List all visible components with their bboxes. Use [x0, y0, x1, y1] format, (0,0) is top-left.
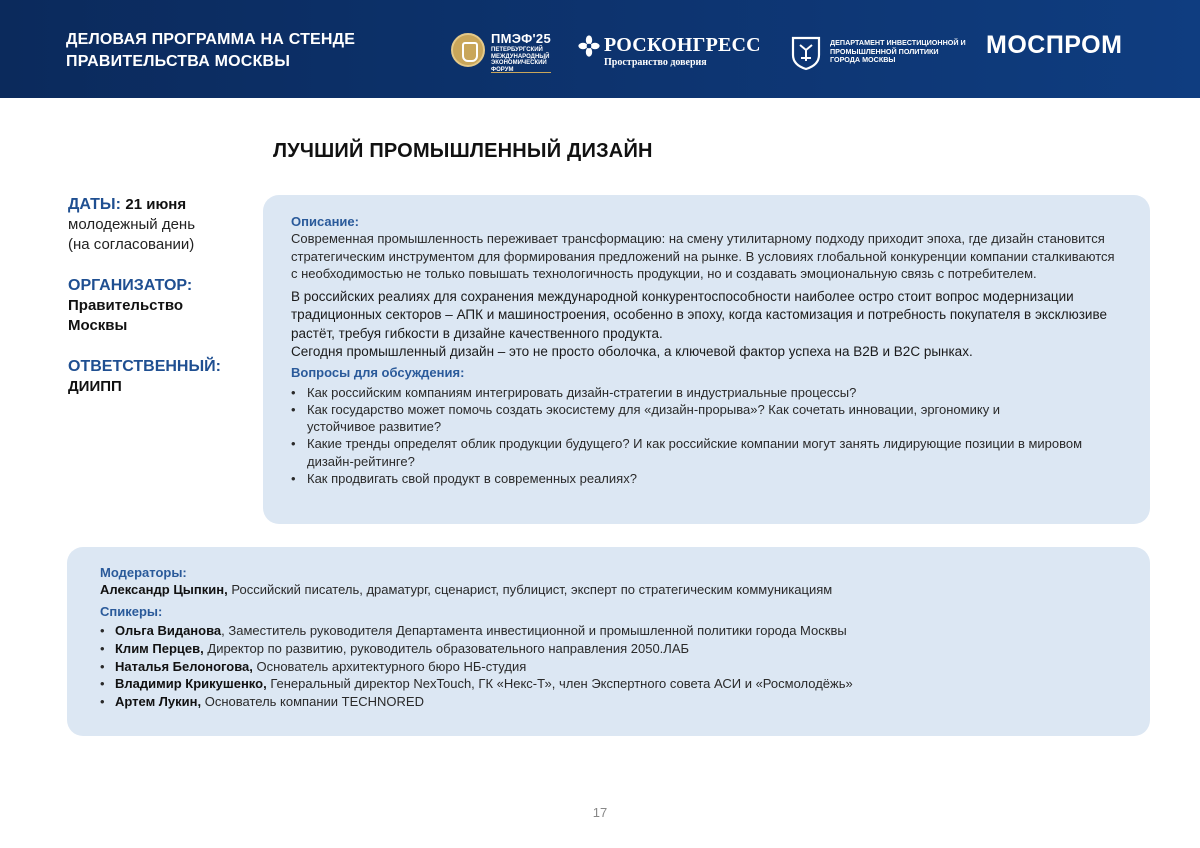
organizer-value-2: Москвы	[68, 317, 128, 334]
speaker-name: Клим Перцев,	[115, 640, 204, 656]
dates-label: ДАТЫ:	[68, 196, 121, 213]
dates-value: 21 июня	[125, 196, 187, 213]
speaker-name: Наталья Белоногова,	[115, 658, 253, 674]
header-title-line2: ПРАВИТЕЛЬСТВА МОСКВЫ	[66, 53, 291, 70]
speaker-role: Генеральный директор NexTouch, ГК «Некс-Т», член Экспертного совета АСИ и «Росмолодёжь»	[270, 676, 853, 692]
page-number: 17	[592, 805, 608, 820]
speaker-item	[100, 658, 1118, 676]
dates-line	[68, 195, 258, 215]
question-text: Как государство может помочь создать экосистему для «дизайн-прорыва»? Как сочетать инновации, эргономику и устойчивое развитие?	[307, 401, 1001, 435]
moderators-label: Модераторы:	[100, 565, 187, 580]
question-item	[291, 435, 1124, 470]
pmef-logo	[451, 30, 561, 74]
pmef-seal-icon	[451, 33, 485, 67]
speaker-role: , Заместитель руководителя Департамента инвестиционной и промышленной политики города Москвы	[221, 623, 847, 638]
question-item: • Как российским компаниям интегрировать дизайн-стратегии в индустриальные процессы?	[291, 384, 1124, 401]
roscongress-logo-name: РОСКОНГРЕСС	[604, 34, 761, 56]
description-paragraph-1: Современная промышленность переживает трансформацию: на смену утилитарному подходу приходит эпоха, где дизайн становится стратегическим инструментом для формирования предложений на рынке. В условиях глобальной конкуренции компании сталкиваются с необходимостью не только повышать технологичность продукции, но и создавать эмоциональную связь с потребителем.	[291, 231, 1115, 281]
dates-note-2: (на согласовании)	[68, 236, 195, 253]
pmef-logo-underline	[491, 72, 551, 73]
organizer-label: ОРГАНИЗАТОР:	[68, 277, 193, 294]
moderator-entry	[100, 581, 1118, 599]
moderator-role: Российский писатель, драматург, сценарист, публицист, эксперт по стратегическим коммуникациям	[231, 582, 833, 597]
questions-list	[291, 384, 1124, 488]
description-paragraph-3: Сегодня промышленный дизайн – это не просто оболочка, а ключевой фактор успеха на B2B и B2C рынках.	[291, 344, 973, 359]
question-text: Какие тренды определят облик продукции будущего? И как российские компании могут занять лидирующие позиции в мировом дизайн-рейтинге?	[307, 436, 1083, 469]
moderator-name: Александр Цыпкин,	[100, 582, 228, 597]
mosprom-logo: МОСПРОМ	[986, 31, 1123, 59]
speaker-name: Артем Лукин,	[115, 694, 202, 710]
dipp-logo-text: ДЕПАРТАМЕНТ ИНВЕСТИЦИОННОЙ И ПРОМЫШЛЕННОЙ ПОЛИТИКИ ГОРОДА МОСКВЫ	[830, 38, 966, 64]
organizer-block	[68, 276, 258, 336]
dipp-logo	[790, 35, 975, 73]
roscongress-logo	[578, 33, 768, 73]
event-sidebar	[68, 195, 258, 418]
description-card	[263, 195, 1150, 524]
speaker-item	[100, 675, 1118, 693]
moscow-coat-of-arms-icon	[790, 35, 822, 71]
description-paragraph-2: В российских реалиях для сохранения международной конкурентоспособности наиболее остро стоит вопрос модернизации традиционных секторов – АПК и машиностроения, особенно в эпоху, когда кастомизация и потребность покупателя в эксклюзиве растёт, требуя гибкости в дизайне качественного продукта.	[291, 288, 1107, 341]
pmef-logo-subtitle: ПЕТЕРБУРГСКИЙ МЕЖДУНАРОДНЫЙ ЭКОНОМИЧЕСКИЙ ФОРУМ	[491, 47, 550, 73]
roscongress-logo-tagline: Пространство доверия	[604, 57, 707, 68]
responsible-block	[68, 357, 258, 397]
header-title-line1: ДЕЛОВАЯ ПРОГРАММА НА СТЕНДЕ	[66, 31, 356, 48]
question-item: • Как продвигать свой продукт в современных реалиях?	[291, 470, 1124, 487]
roscongress-flower-icon	[578, 35, 600, 57]
speaker-role: Директор по развитию, руководитель образовательного направления 2050.ЛАБ	[207, 640, 690, 656]
responsible-value: ДИИПП	[68, 378, 122, 395]
speaker-name: Владимир Крикушенко,	[115, 676, 267, 692]
responsible-label: ОТВЕТСТВЕННЫЙ:	[68, 358, 221, 375]
speakers-list	[100, 622, 1118, 711]
header-title	[66, 29, 406, 73]
question-item	[291, 401, 1124, 436]
speaker-item	[100, 622, 1118, 640]
participants-card	[67, 547, 1150, 736]
speaker-item	[100, 693, 1118, 711]
questions-label: Вопросы для обсуждения:	[291, 364, 465, 380]
organizer-value-1: Правительство	[68, 297, 184, 314]
page-header	[0, 0, 1200, 98]
speaker-role: Основатель компании TECHNORED	[204, 694, 424, 710]
speaker-name: Ольга Виданова	[115, 623, 222, 638]
speaker-item	[100, 640, 1118, 658]
page-title: ЛУЧШИЙ ПРОМЫШЛЕННЫЙ ДИЗАЙН	[273, 140, 653, 162]
dates-block	[68, 195, 258, 255]
speaker-role: Основатель архитектурного бюро НБ-студия	[256, 658, 527, 674]
dates-note-1: молодежный день	[68, 216, 196, 233]
description-label: Описание:	[291, 214, 359, 229]
pmef-logo-title: ПМЭФ'25	[491, 31, 551, 46]
speakers-label: Спикеры:	[100, 604, 163, 619]
